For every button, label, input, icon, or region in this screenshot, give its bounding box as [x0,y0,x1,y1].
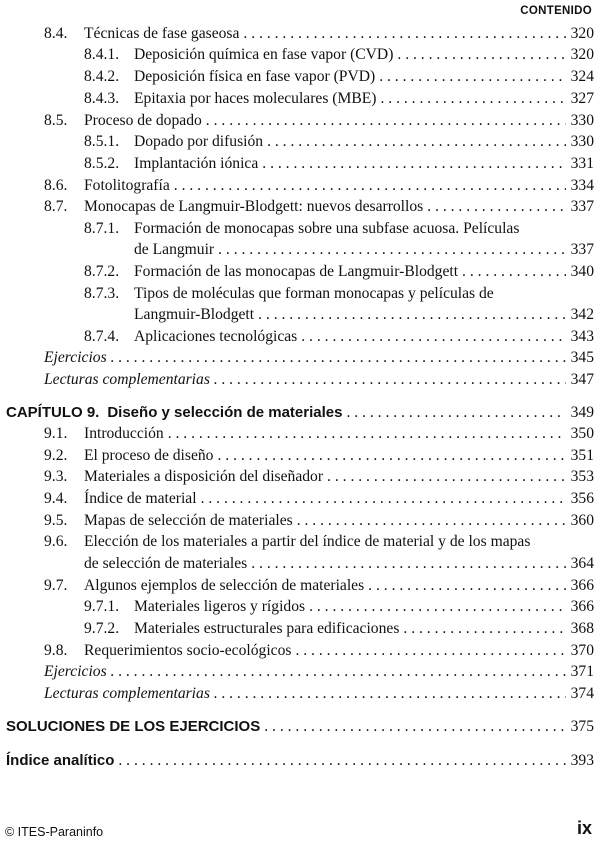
entry-title: Ejercicios [44,663,107,680]
entry-title: Proceso de dopado [84,112,202,129]
chapter-label: CAPÍTULO 9. [6,404,100,421]
entry-page: 371 [570,663,594,680]
dot-leader [201,489,566,509]
toc-entry-9-8 [44,641,594,661]
dot-leader [297,511,566,531]
entry-number: 9.6. [44,533,68,550]
entry-title: Materiales ligeros y rígidos [134,598,306,615]
toc-entry-9-7 [44,576,594,596]
dot-leader [295,641,565,661]
toc-entry-8-7-1 [134,240,594,260]
entry-number: 9.5. [44,512,68,529]
entry-page: 366 [570,577,594,594]
entry-title: Fotolitografía [84,177,170,194]
entry-title: Implantación iónica [134,155,259,172]
entry-page: 366 [570,598,594,615]
entry-number: 9.1. [44,425,68,442]
dot-leader [462,262,566,282]
toc-entry-ejercicios-8 [44,348,594,368]
dot-leader [218,240,566,260]
entry-number: 8.4.2. [84,68,120,85]
entry-number: 8.7.3. [84,285,120,302]
entry-page: 345 [570,349,594,366]
toc-entry-9-1 [44,424,594,444]
toc-entry-8-4-1 [84,45,594,65]
entry-page: 350 [570,425,594,442]
entry-page: 353 [570,468,594,485]
entry-title-continued: de selección de materiales [84,555,248,572]
entry-title: Epitaxia por haces moleculares (MBE) [134,90,377,107]
entry-title: Dopado por difusión [134,133,264,150]
toc-entry-8-5-1 [84,132,594,152]
entry-number: 9.7.2. [84,620,120,637]
entry-page: 324 [570,68,594,85]
entry-number: 8.6. [44,177,68,194]
dot-leader [327,467,566,487]
entry-page: 342 [570,306,594,323]
entry-number: 8.5. [44,112,68,129]
dot-leader [111,348,566,368]
toc-entry-lecturas-8 [44,370,594,390]
entry-page: 337 [570,241,594,258]
entry-title: Índice analítico [6,752,115,769]
entry-title: Índice de material [84,490,197,507]
entry-title: Aplicaciones tecnológicas [134,328,298,345]
dot-leader [214,684,566,704]
running-head: CONTENIDO [520,5,592,17]
entry-title: SOLUCIONES DE LOS EJERCICIOS [6,718,261,735]
entry-page: 330 [570,112,594,129]
toc-entry-8-4-3 [84,89,594,109]
entry-title: Tipos de moléculas que forman monocapas y películas de [134,285,494,302]
entry-title: Ejercicios [44,349,107,366]
toc-entry-8-5 [44,111,594,131]
entry-title: Formación de monocapas sobre una subfase acuosa. Películas [134,220,520,237]
entry-title: Mapas de selección de materiales [84,512,293,529]
entry-title-continued: de Langmuir [134,241,215,258]
entry-page: 374 [570,685,594,702]
dot-leader [379,67,565,87]
toc-entry-8-7 [44,197,594,217]
toc-entry-9-2 [44,446,594,466]
entry-number: 8.7. [44,198,68,215]
entry-page: 364 [570,555,594,572]
dot-leader [397,45,565,65]
dot-leader [214,370,566,390]
entry-page: 360 [570,512,594,529]
entry-title-continued: Langmuir-Blodgett [134,306,255,323]
footer-page-number: ix [576,818,592,838]
dot-leader [346,403,565,423]
dot-leader [264,717,565,737]
chapter-heading [6,403,342,423]
dot-leader [174,176,566,196]
toc-entry-8-4 [44,24,594,44]
toc-entry-ejercicios-9 [44,662,594,682]
entry-number: 8.7.2. [84,263,120,280]
entry-page: 340 [570,263,594,280]
entry-title: Elección de los materiales a partir del índice de material y de los mapas [84,533,531,550]
entry-number: 9.8. [44,642,68,659]
dot-leader [206,111,566,131]
entry-title: Lecturas complementarias [44,685,210,702]
entry-title: Lecturas complementarias [44,371,210,388]
entry-page: 320 [570,46,594,63]
toc-chapter-9 [6,403,594,423]
dot-leader [380,89,565,109]
toc-entry-lecturas-9 [44,684,594,704]
entry-page: 351 [570,447,594,464]
toc-entry-8-4-2 [84,67,594,87]
dot-leader [168,424,566,444]
toc-entry-9-6 [84,554,594,574]
entry-number: 9.4. [44,490,68,507]
entry-title: Requerimientos socio-ecológicos [84,642,292,659]
entry-title: Materiales a disposición del diseñador [84,468,324,485]
entry-number: 8.7.4. [84,328,120,345]
entry-number: 9.2. [44,447,68,464]
entry-title: Deposición física en fase vapor (PVD) [134,68,376,85]
toc-entry-9-5 [44,511,594,531]
toc-entry-8-6 [44,176,594,196]
dot-leader [309,597,566,617]
dot-leader [368,576,565,596]
toc-entry-9-4 [44,489,594,509]
toc-entry-8-7-3 [134,305,594,325]
dot-leader [251,554,565,574]
toc-entry-8-7-1-first-line [84,219,519,239]
entry-number: 8.5.2. [84,155,120,172]
entry-number: 9.7. [44,577,68,594]
dot-leader [262,154,565,174]
dot-leader [111,662,566,682]
entry-title: Monocapas de Langmuir-Blodgett: nuevos desarrollos [84,198,424,215]
entry-page: 393 [570,752,594,769]
entry-title: Introducción [84,425,164,442]
entry-page: 356 [570,490,594,507]
toc-soluciones [6,717,594,737]
entry-page: 343 [570,328,594,345]
entry-number: 8.7.1. [84,220,120,237]
entry-number: 8.4.3. [84,90,120,107]
entry-title: Materiales estructurales para edificaciones [134,620,400,637]
dot-leader [301,327,565,347]
entry-page: 331 [570,155,594,172]
dot-leader [243,24,565,44]
entry-title: Algunos ejemplos de selección de materiales [84,577,365,594]
toc-entry-8-7-2 [84,262,594,282]
toc-entry-8-7-4 [84,327,594,347]
entry-page: 337 [570,198,594,215]
dot-leader [427,197,565,217]
dot-leader [258,305,566,325]
entry-page: 334 [570,177,594,194]
dot-leader [403,619,565,639]
entry-number: 8.5.1. [84,133,120,150]
toc-entry-8-7-3-first-line [84,284,494,304]
entry-number: 8.4. [44,25,68,42]
entry-title: El proceso de diseño [84,447,214,464]
toc-entry-9-7-2 [84,619,594,639]
dot-leader [217,446,565,466]
toc-entry-9-3 [44,467,594,487]
entry-title: Deposición química en fase vapor (CVD) [134,46,394,63]
toc-entry-9-7-1 [84,597,594,617]
toc-entry-9-6-first-line [44,532,530,552]
entry-page: 375 [570,718,594,735]
dot-leader [267,132,566,152]
entry-page: 330 [570,133,594,150]
entry-title: Formación de las monocapas de Langmuir-Blodgett [134,263,459,280]
entry-page: 320 [570,25,594,42]
entry-page: 370 [570,642,594,659]
entry-title: Técnicas de fase gaseosa [84,25,240,42]
chapter-title: Diseño y selección de materiales [107,404,343,421]
toc-entry-8-5-2 [84,154,594,174]
entry-page: 347 [570,371,594,388]
entry-page: 327 [570,90,594,107]
footer-publisher: © ITES-Paraninfo [5,825,104,839]
toc-indice-analitico [6,751,594,771]
entry-page: 349 [570,404,594,421]
entry-page: 368 [570,620,594,637]
entry-number: 9.3. [44,468,68,485]
entry-number: 8.4.1. [84,46,120,63]
dot-leader [118,751,565,771]
entry-number: 9.7.1. [84,598,120,615]
